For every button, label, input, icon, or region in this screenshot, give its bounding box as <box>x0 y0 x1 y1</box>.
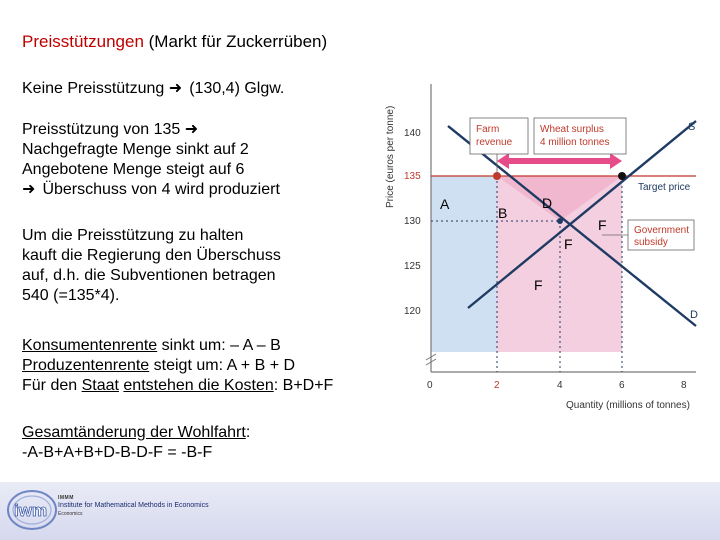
welfare-paragraph: Gesamtänderung der Wohlfahrt: -A-B+A+B+D-B-D-F = -B-F <box>22 424 251 461</box>
institute-name: Institute for Mathematical Methods in Economics <box>58 502 209 509</box>
footer-bar <box>0 482 720 540</box>
arrow-icon: ➜ <box>22 181 36 198</box>
arrow-icon: ➜ <box>184 121 199 138</box>
arrow-icon: ➜ <box>168 80 183 97</box>
area-label-a: A <box>440 196 450 212</box>
no-support-line: Keine Preisstützung ➜ (130,4) Glgw. <box>22 80 285 97</box>
wheat-surplus-label-2: 4 million tonnes <box>540 137 610 148</box>
farm-revenue-label: Farm <box>476 124 500 135</box>
x-tick-label: 2 <box>494 380 500 391</box>
institute-sub: Economics <box>58 511 83 517</box>
surplus-paragraph: Konsumentenrente sinkt um: – A – B Produzentenrente steigt um: A + B + D Für den Staat entstehen die Kosten: B+D+F <box>22 337 334 394</box>
x-axis-label: Quantity (millions of tonnes) <box>566 400 690 411</box>
iwm-logo <box>6 488 58 532</box>
gov-subsidy-label: Government <box>634 225 690 236</box>
y-axis-label: Price (euros per tonne) <box>385 105 396 208</box>
x-tick-label: 6 <box>619 380 625 391</box>
area-label-b: B <box>498 205 508 221</box>
y-tick-label: 120 <box>404 306 421 317</box>
y-tick-label: 125 <box>404 261 421 272</box>
area-label-f-mid: F <box>564 236 573 252</box>
wheat-surplus-label: Wheat surplus <box>540 124 604 135</box>
x-tick-label: 4 <box>557 380 563 391</box>
supply-point <box>618 172 626 180</box>
gov-subsidy-label-2: subsidy <box>634 237 668 248</box>
svg-text:iwm: iwm <box>14 501 48 520</box>
support-paragraph: Preisstützung von 135 ➜ Nachgefragte Menge sinkt auf 2 Angebotene Menge steigt auf 6 ➜ Überschuss von 4 wird produziert <box>22 121 280 198</box>
x-tick-label: 0 <box>427 380 433 391</box>
target-price-label: Target price <box>638 182 691 193</box>
area-label-f-low: F <box>534 277 543 293</box>
supply-label: S <box>688 121 696 133</box>
y-tick-label: 140 <box>404 128 421 139</box>
price-support-chart <box>376 78 712 420</box>
x-tick-label: 8 <box>681 380 687 391</box>
area-label-d: D <box>542 195 553 211</box>
government-paragraph: Um die Preisstützung zu halten kauft die Regierung den Überschuss auf, d.h. die Subventionen betragen 540 (=135*4). <box>22 227 281 304</box>
y-tick-label: 130 <box>404 216 421 227</box>
y-tick-label: 135 <box>404 171 421 182</box>
demand-label: D <box>690 309 698 321</box>
surplus-arrow-head-right <box>610 153 622 169</box>
equilibrium-point <box>557 218 563 224</box>
slide-title: Preisstützungen (Markt für Zuckerrüben) <box>22 32 328 51</box>
chart-svg <box>376 78 712 420</box>
logo-caption: IMMM <box>58 495 74 501</box>
area-label-f-right: F <box>598 217 607 233</box>
farm-revenue-label-2: revenue <box>476 137 513 148</box>
